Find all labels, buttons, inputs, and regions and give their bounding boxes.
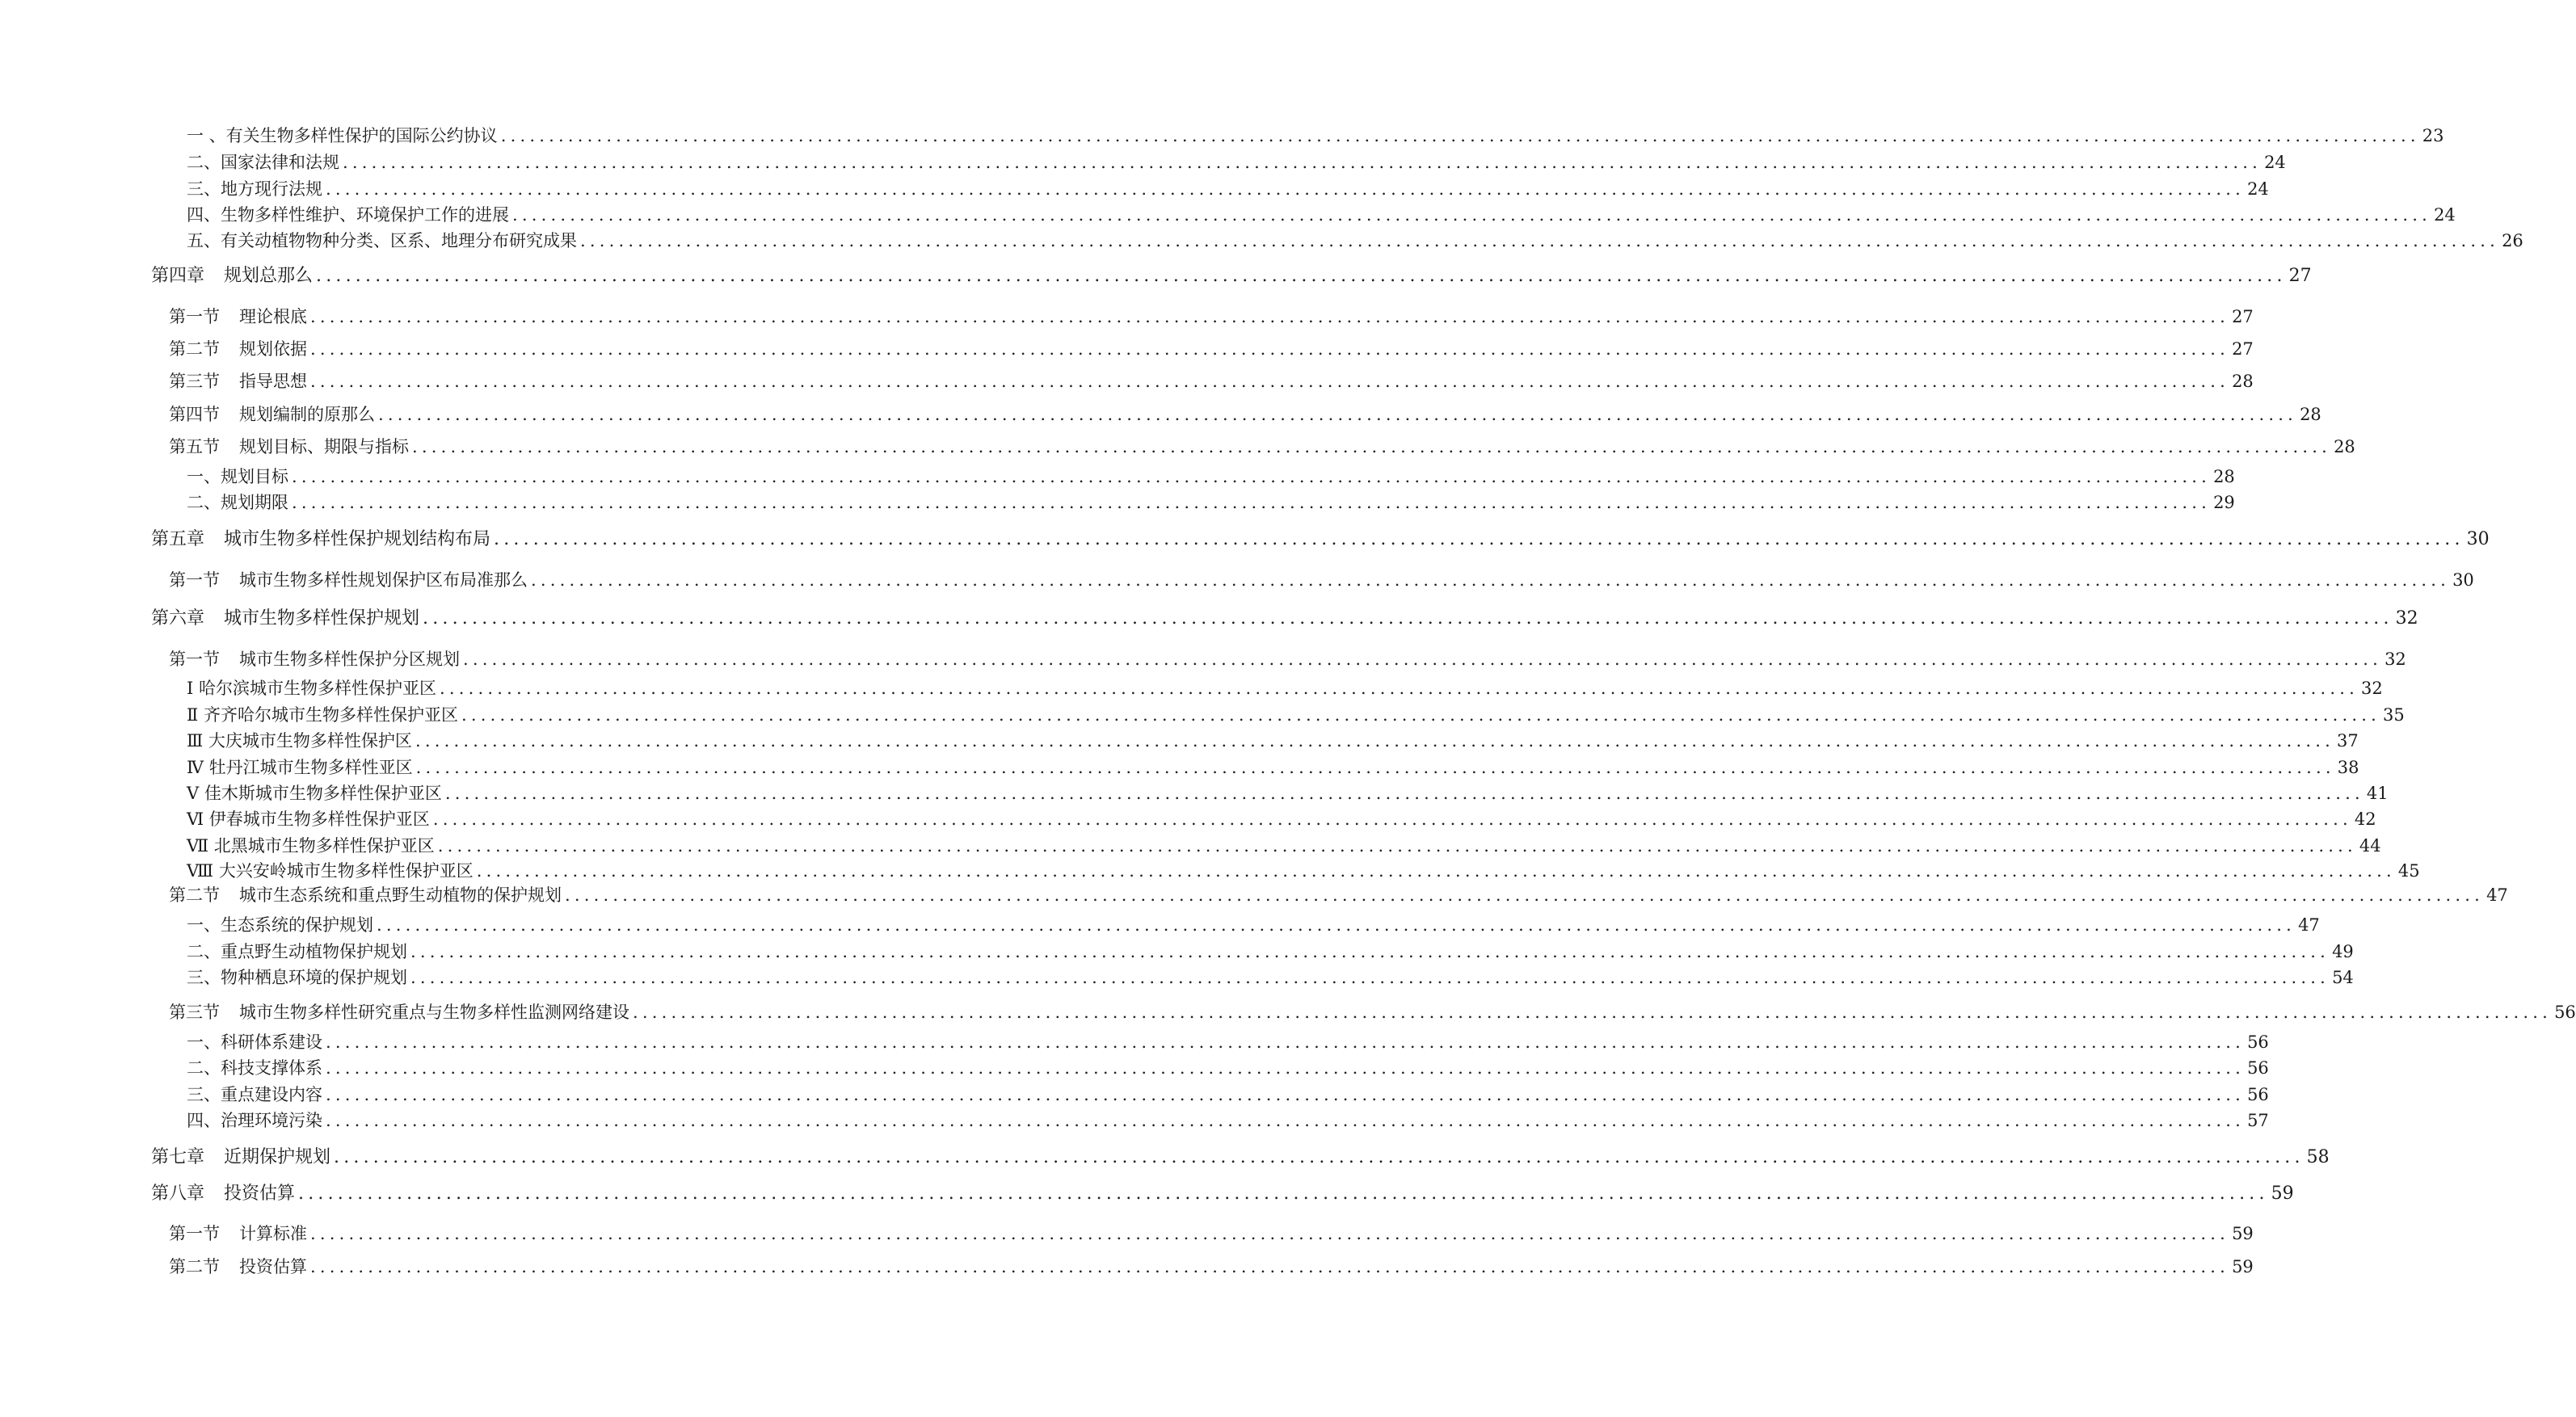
toc-entry-title: [169, 435, 412, 459]
toc-dot-leader: ........................................................................................................................................................................................................: [343, 153, 2262, 172]
toc-entry-title: Ⅲ 大庆城市生物多样性保护区: [187, 731, 412, 751]
toc-dot-leader: ........................................................................................................................................................................................................: [580, 231, 2500, 250]
toc-page-number: 24: [2434, 205, 2456, 225]
toc-entry-section[interactable]: [169, 568, 2474, 592]
toc-entry-title: [169, 1255, 310, 1279]
toc-page-number: 56: [2247, 1058, 2269, 1078]
toc-entry-title: 四、治理环境污染: [187, 1111, 322, 1130]
toc-page-number: 29: [2213, 493, 2235, 512]
toc-entry-title: 二、重点野生动植物保护规划: [187, 942, 407, 961]
toc-dot-leader: ........................................................................................................................................................................................................: [378, 405, 2298, 424]
toc-entry-text: 城市生物多样性规划保护区布局准那么: [239, 570, 528, 590]
toc-entry-title: Ⅱ 齐齐哈尔城市生物多样性保护亚区: [187, 705, 458, 725]
toc-entry-text: 投资估算: [239, 1257, 307, 1276]
toc-dot-leader: ........................................................................................................................................................................................................: [310, 307, 2230, 326]
toc-dot-leader: ........................................................................................................................................................................................................: [476, 861, 2396, 881]
toc-entry-item[interactable]: [187, 913, 2320, 937]
toc-page-number: 27: [2232, 307, 2254, 326]
toc-entry-text: 计算标准: [239, 1224, 307, 1243]
toc-entry-title: 一 、有关生物多样性保护的国际公约协议: [187, 126, 498, 145]
toc-entry-section[interactable]: [169, 305, 2254, 329]
toc-page-number: 28: [2300, 405, 2321, 424]
toc-entry-number: 第二节: [169, 885, 220, 905]
toc-entry-number: 第一节: [169, 307, 220, 326]
toc-dot-leader: ........................................................................................................................................................................................................: [463, 650, 2383, 669]
toc-entry-section[interactable]: [169, 435, 2355, 459]
toc-page-number: 45: [2397, 861, 2420, 881]
toc-entry-item[interactable]: [187, 729, 2359, 753]
toc-entry-number: 第六章: [151, 608, 205, 629]
toc-entry-section[interactable]: [169, 369, 2254, 393]
toc-entry-text: 规划总那么: [224, 266, 314, 286]
toc-dot-leader: ........................................................................................................................................................................................................: [412, 437, 2332, 456]
toc-entry-title: [151, 1182, 298, 1206]
toc-page-number: 27: [2288, 266, 2312, 286]
toc-entry-item[interactable]: [187, 755, 2359, 780]
toc-entry-item[interactable]: [187, 1108, 2269, 1133]
toc-entry-item[interactable]: [187, 807, 2376, 831]
toc-entry-title: 五、有关动植物物种分类、区系、地理分布研究成果: [187, 231, 577, 250]
toc-entry-text: 城市生物多样性保护规划: [224, 608, 420, 629]
toc-page-number: 28: [2232, 372, 2254, 391]
toc-dot-leader: ........................................................................................................................................................................................................: [432, 809, 2352, 829]
toc-entry-number: 第八章: [151, 1184, 205, 1204]
toc-entry-title: 一、生态系统的保护规划: [187, 915, 373, 935]
toc-page-number: 59: [2232, 1224, 2254, 1243]
toc-dot-leader: ........................................................................................................................................................................................................: [326, 1111, 2246, 1130]
toc-entry-title: [151, 607, 423, 631]
toc-entry-title: Ⅳ 牡丹江城市生物多样性亚区: [187, 758, 413, 777]
toc-entry-title: [169, 647, 463, 671]
toc-entry-title: Ⅴ 佳木斯城市生物多样性保护亚区: [187, 784, 442, 803]
toc-dot-leader: ........................................................................................................................................................................................................: [310, 1224, 2230, 1243]
toc-entry-title: 二、规划期限: [187, 493, 288, 512]
toc-entry-title: [169, 1221, 310, 1246]
toc-page-number: 38: [2337, 758, 2359, 777]
toc-entry-number: 第三节: [169, 1003, 220, 1022]
toc-page-number: 47: [2486, 885, 2508, 905]
toc-page-number: 30: [2452, 570, 2474, 590]
toc-entry-item[interactable]: [187, 1030, 2269, 1054]
toc-page-number: 56: [2554, 1003, 2576, 1022]
toc-dot-leader: ........................................................................................................................................................................................................: [531, 570, 2451, 590]
toc-entry-title: 二、科技支撑体系: [187, 1058, 322, 1078]
toc-page-number: 56: [2247, 1032, 2269, 1052]
toc-entry-chapter[interactable]: [151, 1146, 2330, 1170]
toc-entry-item[interactable]: [187, 150, 2286, 174]
toc-page-number: 44: [2359, 836, 2381, 856]
toc-dot-leader: ........................................................................................................................................................................................................: [292, 467, 2212, 486]
toc-entry-text: 规划目标、期限与指标: [239, 437, 409, 456]
toc-entry-item[interactable]: [187, 703, 2405, 727]
toc-page-number: 59: [2232, 1257, 2254, 1276]
toc-entry-title: 三、物种栖息环境的保护规划: [187, 968, 407, 987]
toc-dot-leader: ........................................................................................................................................................................................................: [410, 968, 2330, 987]
toc-page-number: 59: [2271, 1184, 2294, 1204]
toc-page-number: 58: [2306, 1147, 2330, 1167]
toc-entry-text: 城市生态系统和重点野生动植物的保护规划: [239, 885, 562, 905]
toc-page-number: 28: [2334, 437, 2355, 456]
toc-page-number: 32: [2384, 650, 2406, 669]
toc-entry-title: 三、重点建设内容: [187, 1085, 322, 1104]
toc-entry-section[interactable]: [169, 337, 2254, 361]
toc-entry-section[interactable]: [169, 402, 2321, 427]
toc-page-number: 26: [2502, 231, 2523, 250]
toc-entry-text: 近期保护规划: [224, 1147, 331, 1167]
toc-dot-leader: ........................................................................................................................................................................................................: [494, 529, 2464, 549]
toc-page-number: 35: [2383, 705, 2405, 725]
toc-dot-leader: ........................................................................................................................................................................................................: [310, 339, 2230, 359]
toc-entry-title: 一、规划目标: [187, 467, 288, 486]
toc-dot-leader: ........................................................................................................................................................................................................: [415, 758, 2335, 777]
toc-entry-section[interactable]: [169, 647, 2406, 671]
toc-entry-number: 第四节: [169, 405, 220, 424]
toc-entry-text: 城市生物多样性研究重点与生物多样性监测网络建设: [239, 1003, 629, 1022]
toc-entry-item[interactable]: [187, 676, 2383, 700]
toc-dot-leader: ........................................................................................................................................................................................................: [326, 1058, 2246, 1078]
toc-page-number: 23: [2422, 126, 2444, 145]
toc-entry-item[interactable]: [187, 859, 2420, 883]
toc-entry-number: 第一节: [169, 650, 220, 669]
toc-entry-chapter[interactable]: [151, 1182, 2294, 1206]
toc-page-number: 41: [2366, 784, 2389, 803]
toc-entry-chapter[interactable]: [151, 264, 2312, 288]
toc-dot-leader: ........................................................................................................................................................................................................: [439, 679, 2359, 698]
toc-entry-title: [169, 305, 310, 329]
toc-entry-item[interactable]: [187, 834, 2381, 858]
toc-entry-item[interactable]: [187, 1083, 2269, 1107]
toc-dot-leader: ........................................................................................................................................................................................................: [444, 784, 2364, 803]
toc-entry-number: 第一节: [169, 570, 220, 590]
toc-dot-leader: ........................................................................................................................................................................................................: [565, 885, 2485, 905]
toc-entry-item[interactable]: [187, 124, 2444, 148]
toc-entry-text: 理论根底: [239, 307, 307, 326]
toc-entry-text: 城市生物多样性保护分区规划: [239, 650, 460, 669]
toc-dot-leader: ........................................................................................................................................................................................................: [326, 1032, 2246, 1052]
toc-entry-item[interactable]: [187, 177, 2269, 201]
toc-entry-number: 第七章: [151, 1147, 205, 1167]
toc-dot-leader: ........................................................................................................................................................................................................: [326, 179, 2246, 199]
toc-entry-item[interactable]: [187, 965, 2354, 990]
toc-entry-title: Ⅷ 大兴安岭城市生物多样性保护亚区: [187, 861, 474, 881]
toc-page-number: 42: [2354, 809, 2376, 829]
toc-dot-leader: ........................................................................................................................................................................................................: [377, 915, 2296, 935]
toc-dot-leader: ........................................................................................................................................................................................................: [310, 1257, 2230, 1276]
toc-page-number: 30: [2466, 529, 2490, 549]
toc-page-number: 32: [2361, 679, 2383, 698]
toc-page-number: 28: [2213, 467, 2235, 486]
toc-entry-title: Ⅰ 哈尔滨城市生物多样性保护亚区: [187, 679, 436, 698]
toc-entry-text: 投资估算: [224, 1184, 296, 1204]
toc-page-number: 32: [2395, 608, 2418, 629]
toc-entry-chapter[interactable]: [151, 607, 2418, 631]
toc-dot-leader: ........................................................................................................................................................................................................: [423, 608, 2393, 629]
toc-entry-number: 第五节: [169, 437, 220, 456]
toc-entry-item[interactable]: [187, 465, 2235, 489]
toc-dot-leader: ........................................................................................................................................................................................................: [512, 205, 2432, 225]
toc-dot-leader: ........................................................................................................................................................................................................: [437, 836, 2357, 856]
toc-entry-number: 第四章: [151, 266, 205, 286]
toc-entry-title: Ⅶ 北黑城市生物多样性保护亚区: [187, 836, 435, 856]
toc-dot-leader: ........................................................................................................................................................................................................: [500, 126, 2420, 145]
toc-entry-text: 指导思想: [239, 372, 307, 391]
toc-dot-leader: ........................................................................................................................................................................................................: [410, 942, 2330, 961]
toc-dot-leader: ........................................................................................................................................................................................................: [633, 1003, 2553, 1022]
toc-entry-number: 第二节: [169, 1257, 220, 1276]
toc-dot-leader: ........................................................................................................................................................................................................: [334, 1147, 2305, 1167]
toc-entry-number: 第一节: [169, 1224, 220, 1243]
toc-entry-title: [151, 1146, 334, 1170]
toc-entry-item[interactable]: [187, 1056, 2269, 1080]
toc-entry-item[interactable]: [187, 940, 2354, 964]
toc-dot-leader: ........................................................................................................................................................................................................: [292, 493, 2212, 512]
toc-entry-number: 第二节: [169, 339, 220, 359]
toc-page-number: 54: [2332, 968, 2354, 987]
toc-entry-title: [169, 883, 565, 907]
toc-page-number: 27: [2232, 339, 2254, 359]
toc-entry-section[interactable]: [169, 1255, 2254, 1279]
toc-entry-item[interactable]: [187, 203, 2456, 227]
toc-entry-title: [169, 402, 378, 427]
toc-page-number: 57: [2247, 1111, 2269, 1130]
toc-entry-title: [151, 264, 316, 288]
toc-entry-item[interactable]: [187, 490, 2235, 515]
toc-entry-section[interactable]: [169, 883, 2508, 907]
toc-entry-section[interactable]: [169, 1221, 2254, 1246]
toc-page-number: 37: [2337, 731, 2359, 751]
toc-entry-title: [169, 1000, 633, 1024]
toc-entry-title: 一、科研体系建设: [187, 1032, 322, 1052]
toc-page-number: 47: [2298, 915, 2320, 935]
toc-entry-section[interactable]: [169, 1000, 2576, 1024]
toc-entry-title: [169, 369, 310, 393]
toc-page-number: 56: [2247, 1085, 2269, 1104]
toc-entry-title: 二、国家法律和法规: [187, 153, 339, 172]
toc-entry-title: [169, 568, 531, 592]
toc-page-number: 24: [2264, 153, 2286, 172]
toc-dot-leader: ........................................................................................................................................................................................................: [415, 731, 2334, 751]
toc-entry-number: 第五章: [151, 529, 205, 549]
toc-dot-leader: ........................................................................................................................................................................................................: [316, 266, 2287, 286]
toc-entry-title: 四、生物多样性维护、环境保护工作的进展: [187, 205, 509, 225]
toc-entry-chapter[interactable]: [151, 528, 2490, 552]
toc-dot-leader: ........................................................................................................................................................................................................: [298, 1184, 2269, 1204]
toc-entry-item[interactable]: [187, 229, 2523, 253]
toc-dot-leader: ........................................................................................................................................................................................................: [461, 705, 2381, 725]
toc-entry-title: Ⅵ 伊春城市生物多样性保护亚区: [187, 809, 430, 829]
toc-dot-leader: ........................................................................................................................................................................................................: [326, 1085, 2246, 1104]
toc-entry-title: [151, 528, 494, 552]
toc-entry-text: 规划依据: [239, 339, 307, 359]
toc-entry-item[interactable]: [187, 781, 2389, 805]
toc-entry-text: 规划编制的原那么: [239, 405, 375, 424]
toc-page-number: 49: [2332, 942, 2354, 961]
toc-dot-leader: ........................................................................................................................................................................................................: [310, 372, 2230, 391]
toc-entry-title: 三、地方现行法规: [187, 179, 322, 199]
toc-entry-text: 城市生物多样性保护规划结构布局: [224, 529, 491, 549]
toc-page-number: 24: [2247, 179, 2269, 199]
toc-entry-number: 第三节: [169, 372, 220, 391]
toc-entry-title: [169, 337, 310, 361]
